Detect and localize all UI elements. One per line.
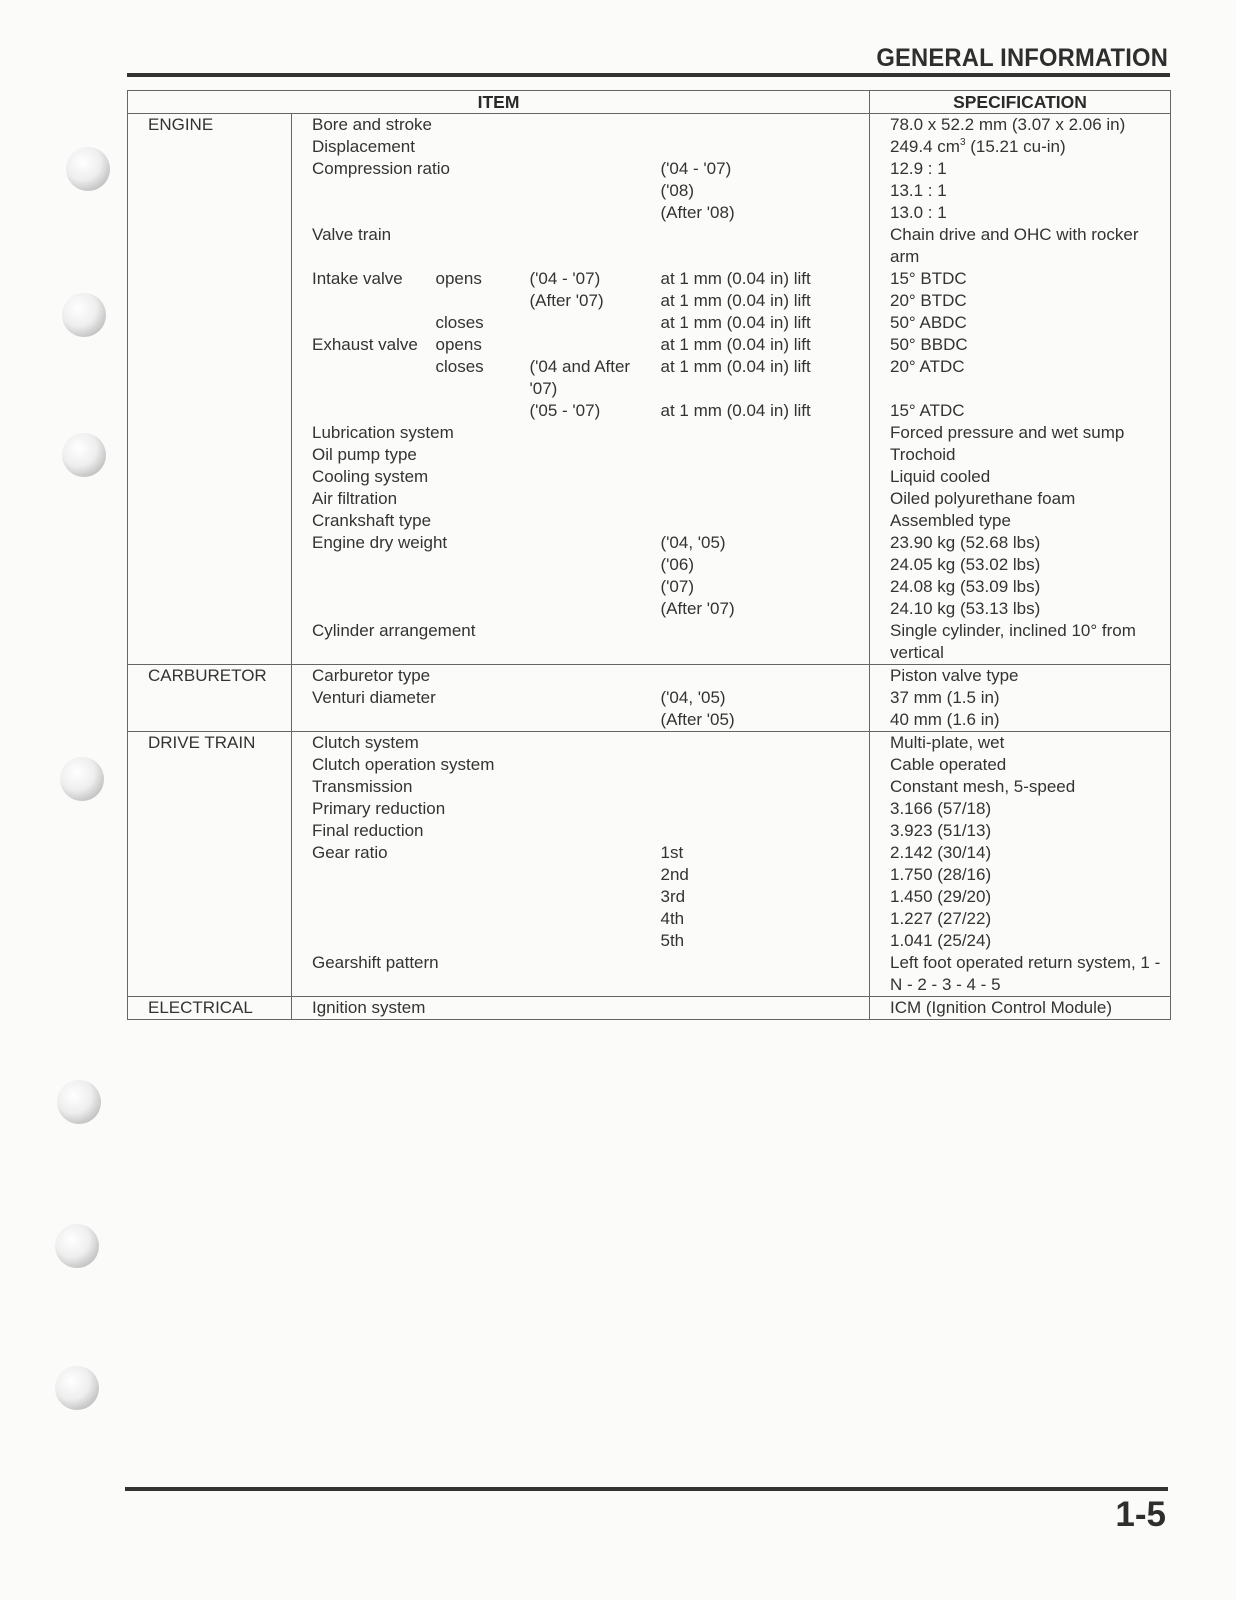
item-cell (292, 356, 436, 400)
condition-cell: 3rd (660, 887, 686, 906)
condition-cell (661, 997, 870, 1020)
table-row (128, 554, 1171, 576)
specification-cell: 15° BTDC (870, 268, 1171, 290)
condition-cell: ('04 - '07) (660, 159, 732, 178)
year-cell: ('04 - '07) (529, 269, 601, 288)
group-cell (128, 158, 292, 180)
qualifier-cell: closes (435, 313, 484, 332)
condition-cell (661, 488, 870, 510)
table-row (128, 886, 1171, 908)
specification-table (127, 90, 1171, 1020)
specification-cell: Chain drive and OHC with rocker arm (870, 224, 1171, 268)
specification-cell: Oiled polyurethane foam (870, 488, 1171, 510)
condition-cell: ('04, '05) (660, 688, 726, 707)
table-header-row (128, 91, 1171, 114)
group-cell (128, 598, 292, 620)
specification-cell: 24.08 kg (53.09 lbs) (870, 576, 1171, 598)
group-cell (128, 886, 292, 908)
condition-cell: 5th (660, 931, 685, 950)
condition-cell: at 1 mm (0.04 in) lift (660, 269, 811, 288)
condition-cell (661, 620, 870, 665)
condition-cell (661, 510, 870, 532)
table-row (128, 180, 1171, 202)
group-cell (128, 334, 292, 356)
item-cell (292, 202, 661, 224)
binder-hole-2 (62, 293, 106, 337)
group-cell (128, 180, 292, 202)
binder-hole-5 (57, 1080, 101, 1124)
specification-cell: 20° ATDC (870, 356, 1171, 400)
specification-cell: 1.041 (25/24) (870, 930, 1171, 952)
table-row (128, 290, 1171, 312)
group-cell (128, 554, 292, 576)
specification-cell: 20° BTDC (870, 290, 1171, 312)
group-cell (128, 687, 292, 709)
specification-cell: Trochoid (870, 444, 1171, 466)
specification-cell: Left foot operated return system, 1 - N - 2 - 3 - 4 - 5 (870, 952, 1171, 997)
item-cell (292, 554, 661, 576)
table-row (128, 510, 1171, 532)
specification-cell: 23.90 kg (52.68 lbs) (870, 532, 1171, 554)
table-row (128, 732, 1171, 755)
item-column-header: ITEM (128, 91, 870, 114)
condition-cell (661, 136, 870, 158)
group-cell (128, 952, 292, 997)
group-cell (128, 820, 292, 842)
item-cell: Displacement (312, 137, 415, 156)
group-cell (128, 400, 292, 422)
group-cell (128, 356, 292, 400)
specification-column-header: SPECIFICATION (870, 91, 1171, 114)
item-cell (292, 908, 661, 930)
condition-cell: ('04, '05) (660, 533, 726, 552)
year-cell: ('05 - '07) (529, 401, 601, 420)
group-cell: ELECTRICAL (128, 997, 292, 1020)
table-row (128, 598, 1171, 620)
condition-cell (661, 224, 870, 268)
group-cell (128, 709, 292, 732)
binder-hole-4 (60, 757, 104, 801)
qualifier-cell: closes (435, 357, 484, 376)
condition-cell: ('08) (660, 181, 694, 200)
specification-cell: 1.227 (27/22) (870, 908, 1171, 930)
condition-cell (661, 952, 870, 997)
condition-cell: (After '07) (660, 599, 735, 618)
group-cell (128, 930, 292, 952)
year-cell: ('04 and After '07) (529, 357, 631, 398)
table-row (128, 820, 1171, 842)
group-cell (128, 842, 292, 864)
specification-cell: 24.10 kg (53.13 lbs) (870, 598, 1171, 620)
specification-cell: 78.0 x 52.2 mm (3.07 x 2.06 in) (870, 114, 1171, 137)
group-cell (128, 532, 292, 554)
group-cell (128, 798, 292, 820)
condition-cell: (After '08) (660, 203, 735, 222)
page-header-title: GENERAL INFORMATION (876, 44, 1168, 72)
condition-cell: 2nd (660, 865, 689, 884)
item-cell (292, 312, 436, 334)
condition-cell (661, 422, 870, 444)
footer-rule (125, 1487, 1168, 1491)
group-cell: ENGINE (128, 114, 292, 137)
spec-value-suffix: (15.21 cu-in) (965, 137, 1066, 156)
specification-cell: Constant mesh, 5-speed (870, 776, 1171, 798)
item-cell (292, 576, 661, 598)
table-row (128, 488, 1171, 510)
specification-cell: 3.923 (51/13) (870, 820, 1171, 842)
condition-cell (661, 466, 870, 488)
condition-cell: 1st (660, 843, 684, 862)
item-cell: Clutch operation system (312, 755, 495, 774)
item-cell: Air filtration (312, 489, 398, 508)
table-row (128, 754, 1171, 776)
group-cell (128, 776, 292, 798)
group-cell (128, 864, 292, 886)
binder-hole-1 (66, 147, 110, 191)
group-cell (128, 422, 292, 444)
condition-cell: 4th (660, 909, 685, 928)
specification-cell: 2.142 (30/14) (870, 842, 1171, 864)
condition-cell: at 1 mm (0.04 in) lift (660, 313, 811, 332)
table-row (128, 334, 1171, 356)
condition-cell: at 1 mm (0.04 in) lift (660, 291, 811, 310)
specification-rows (128, 114, 1171, 1020)
group-cell (128, 620, 292, 665)
specification-cell: 15° ATDC (870, 400, 1171, 422)
item-cell (292, 290, 436, 312)
table-row (128, 400, 1171, 422)
spec-superscript: 3 (959, 137, 966, 148)
item-cell: Gearshift pattern (312, 953, 439, 972)
qualifier-cell (436, 400, 530, 422)
table-row (128, 798, 1171, 820)
qualifier-cell: opens (435, 335, 482, 354)
specification-cell: Single cylinder, inclined 10° from vertical (870, 620, 1171, 665)
item-cell: Carburetor type (292, 665, 661, 688)
condition-cell (661, 776, 870, 798)
item-cell: Clutch system (292, 732, 661, 755)
condition-cell: ('07) (660, 577, 694, 596)
item-cell: Cooling system (312, 467, 429, 486)
table-row (128, 864, 1171, 886)
page-number: 1-5 (1115, 1495, 1166, 1534)
group-cell (128, 312, 292, 334)
item-cell: Ignition system (292, 997, 661, 1020)
item-cell: Compression ratio (312, 159, 450, 178)
item-cell (292, 598, 661, 620)
group-cell (128, 754, 292, 776)
table-row (128, 158, 1171, 180)
table-row (128, 268, 1171, 290)
table-row (128, 952, 1171, 997)
qualifier-cell: opens (435, 269, 482, 288)
table-row (128, 620, 1171, 665)
group-cell (128, 224, 292, 268)
condition-cell (661, 820, 870, 842)
group-cell (128, 908, 292, 930)
group-cell (128, 202, 292, 224)
table-row (128, 997, 1171, 1020)
group-cell (128, 488, 292, 510)
item-cell: Gear ratio (312, 843, 388, 862)
year-cell (530, 312, 661, 334)
condition-cell (661, 732, 870, 755)
group-cell (128, 136, 292, 158)
item-cell: Venturi diameter (312, 688, 436, 707)
item-cell (292, 400, 436, 422)
condition-cell: at 1 mm (0.04 in) lift (660, 335, 811, 354)
condition-cell: (After '05) (660, 710, 735, 729)
condition-cell (661, 444, 870, 466)
specification-cell: 37 mm (1.5 in) (870, 687, 1171, 709)
specification-cell: 1.450 (29/20) (870, 886, 1171, 908)
specification-cell: 24.05 kg (53.02 lbs) (870, 554, 1171, 576)
specification-cell: 13.0 : 1 (870, 202, 1171, 224)
item-cell: Oil pump type (312, 445, 417, 464)
group-cell (128, 510, 292, 532)
specification-cell: ICM (Ignition Control Module) (870, 997, 1171, 1020)
specification-cell (870, 136, 1171, 158)
group-cell (128, 290, 292, 312)
table-row (128, 776, 1171, 798)
specification-cell: 50° BBDC (870, 334, 1171, 356)
table-row (128, 665, 1171, 688)
group-cell (128, 466, 292, 488)
item-cell: Primary reduction (312, 799, 446, 818)
qualifier-cell (436, 290, 530, 312)
item-cell: Lubrication system (312, 423, 454, 442)
item-cell: Cylinder arrangement (312, 621, 476, 640)
group-cell (128, 444, 292, 466)
header-rule (127, 73, 1170, 77)
specification-cell: Liquid cooled (870, 466, 1171, 488)
specification-cell: Assembled type (870, 510, 1171, 532)
item-cell: Final reduction (312, 821, 424, 840)
table-row (128, 444, 1171, 466)
specification-cell: Piston valve type (870, 665, 1171, 688)
item-cell: Engine dry weight (312, 533, 448, 552)
condition-cell (661, 114, 870, 137)
item-cell: Crankshaft type (312, 511, 432, 530)
table-row (128, 908, 1171, 930)
table-row (128, 422, 1171, 444)
item-cell (292, 864, 661, 886)
specification-cell: Cable operated (870, 754, 1171, 776)
item-cell: Intake valve (312, 269, 403, 288)
table-row (128, 136, 1171, 158)
table-row (128, 532, 1171, 554)
year-cell (530, 334, 661, 356)
condition-cell (661, 754, 870, 776)
year-cell: (After '07) (529, 291, 604, 310)
item-cell: Bore and stroke (312, 115, 433, 134)
specification-cell: Forced pressure and wet sump (870, 422, 1171, 444)
specification-cell: 13.1 : 1 (870, 180, 1171, 202)
binder-hole-6 (55, 1224, 99, 1268)
table-row (128, 466, 1171, 488)
condition-cell: at 1 mm (0.04 in) lift (660, 357, 811, 376)
item-cell: Valve train (312, 225, 392, 244)
group-cell (128, 576, 292, 598)
table-row (128, 312, 1171, 334)
binder-hole-7 (55, 1366, 99, 1410)
table-row (128, 224, 1171, 268)
table-row (128, 842, 1171, 864)
group-cell: CARBURETOR (128, 665, 292, 688)
table-row (128, 202, 1171, 224)
item-cell (292, 180, 661, 202)
condition-cell: ('06) (660, 555, 694, 574)
table-row (128, 114, 1171, 137)
table-row (128, 930, 1171, 952)
item-cell: Transmission (312, 777, 413, 796)
specification-cell: 40 mm (1.6 in) (870, 709, 1171, 732)
item-cell: Exhaust valve (312, 335, 418, 354)
table-row (128, 356, 1171, 400)
item-cell (292, 709, 661, 732)
condition-cell: at 1 mm (0.04 in) lift (660, 401, 811, 420)
specification-cell: 12.9 : 1 (870, 158, 1171, 180)
condition-cell (661, 665, 870, 688)
specification-cell: 3.166 (57/18) (870, 798, 1171, 820)
binder-hole-3 (62, 433, 106, 477)
specification-cell: 1.750 (28/16) (870, 864, 1171, 886)
specification-cell: 50° ABDC (870, 312, 1171, 334)
condition-cell (661, 798, 870, 820)
specification-cell: Multi-plate, wet (870, 732, 1171, 755)
table-row (128, 576, 1171, 598)
item-cell (292, 930, 661, 952)
table-row (128, 687, 1171, 709)
group-cell: DRIVE TRAIN (128, 732, 292, 755)
group-cell (128, 268, 292, 290)
item-cell (292, 886, 661, 908)
table-row (128, 709, 1171, 732)
spec-value: 249.4 cm (890, 137, 960, 156)
